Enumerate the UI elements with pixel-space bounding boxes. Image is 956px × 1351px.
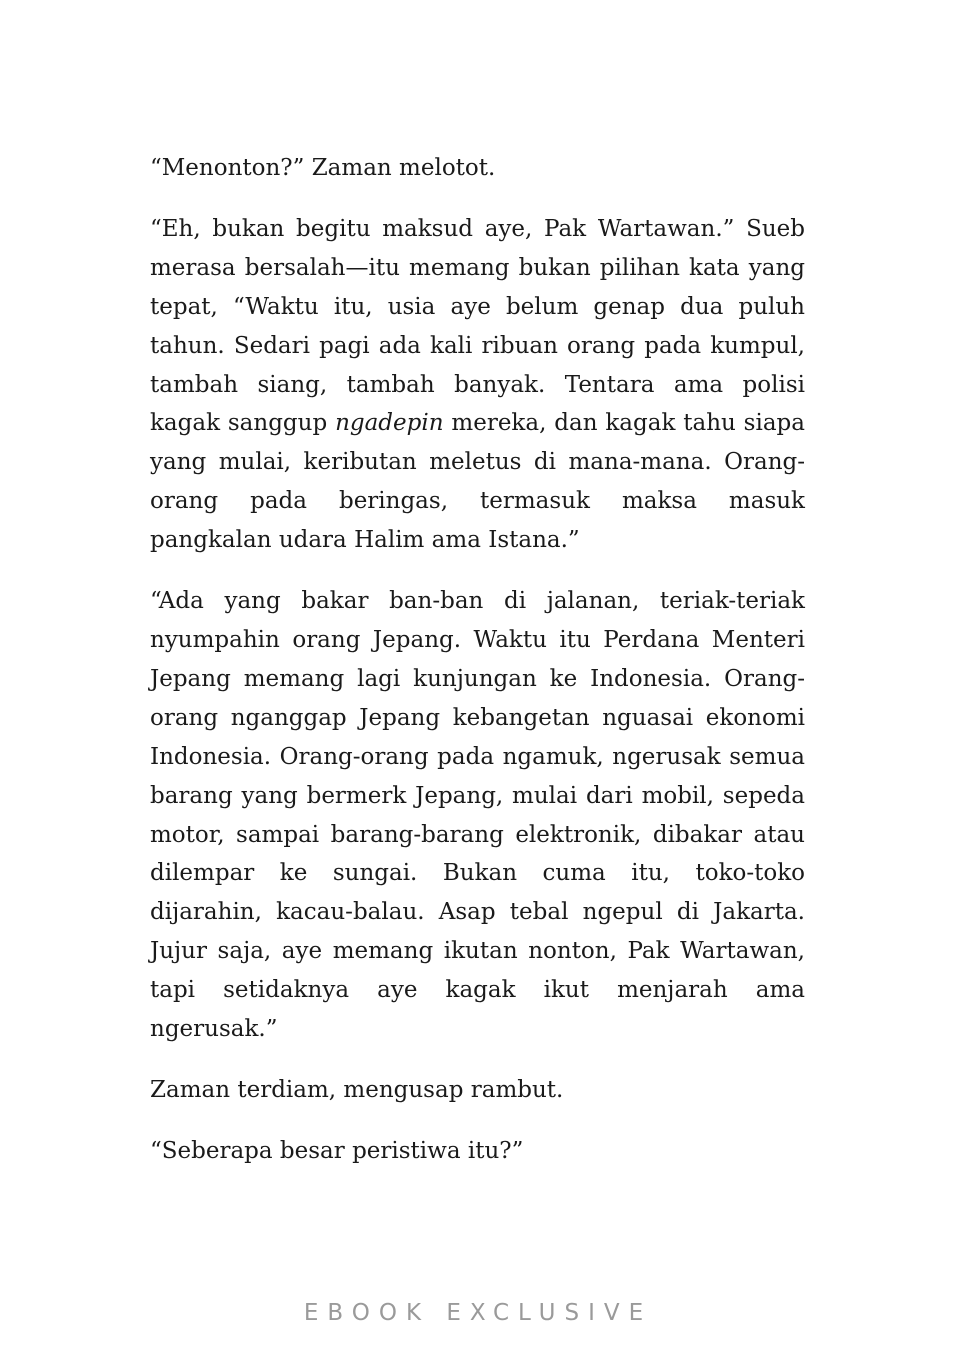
paragraph-4: Zaman terdiam, mengusap rambut. xyxy=(150,1076,564,1103)
paragraph-1: “Menonton?” Zaman melotot. xyxy=(150,155,496,181)
paragraph-2-text-after: mereka, dan kagak tahu siapa yang mulai, keributan meletus di mana-mana. Orang-orang pada beringas, termasuk maksa masuk pangkalan udara Halim ama Istana.” xyxy=(150,410,805,554)
footer-watermark: EBOOK EXCLUSIVE xyxy=(303,1300,653,1326)
paragraph-5: “Seberapa besar peristiwa itu?” xyxy=(150,1137,524,1164)
paragraph-3: “Ada yang bakar ban-ban di jalanan, teriak-teriak nyumpahin orang Jepang. Waktu itu Perdana Menteri Jepang memang lagi kunjungan ke Indonesia. Orang-orang nganggap Jepang kebangetan nguasai ekonomi Indonesia. Orang-orang pada ngamuk, ngerusak semua barang yang bermerk Jepang, mulai dari mobil, sepeda motor, sampai barang-barang elektronik, dibakar atau dilempar ke sungai. Bukan cuma itu, toko-toko dijarahin, kacau-balau. Asap tebal ngepul di Jakarta. Jujur saja, aye memang ikutan nonton, Pak Wartawan, tapi setidaknya aye kagak ikut menjarah ama ngerusak.” xyxy=(150,588,805,1043)
paragraph-2-text-before: “Eh, bukan begitu maksud aye, Pak Wartawan.” Sueb merasa bersalah—itu memang bukan pilihan kata yang tepat, “Waktu itu, usia aye belum genap dua puluh tahun. Sedari pagi ada kali ribuan orang pada kumpul, tambah siang, tambah banyak. Tentara ama polisi kagak sanggup xyxy=(150,215,805,437)
page-body xyxy=(150,149,805,1193)
paragraph-2 xyxy=(150,210,805,560)
paragraph-2-italic-word: ngadepin xyxy=(335,410,444,437)
